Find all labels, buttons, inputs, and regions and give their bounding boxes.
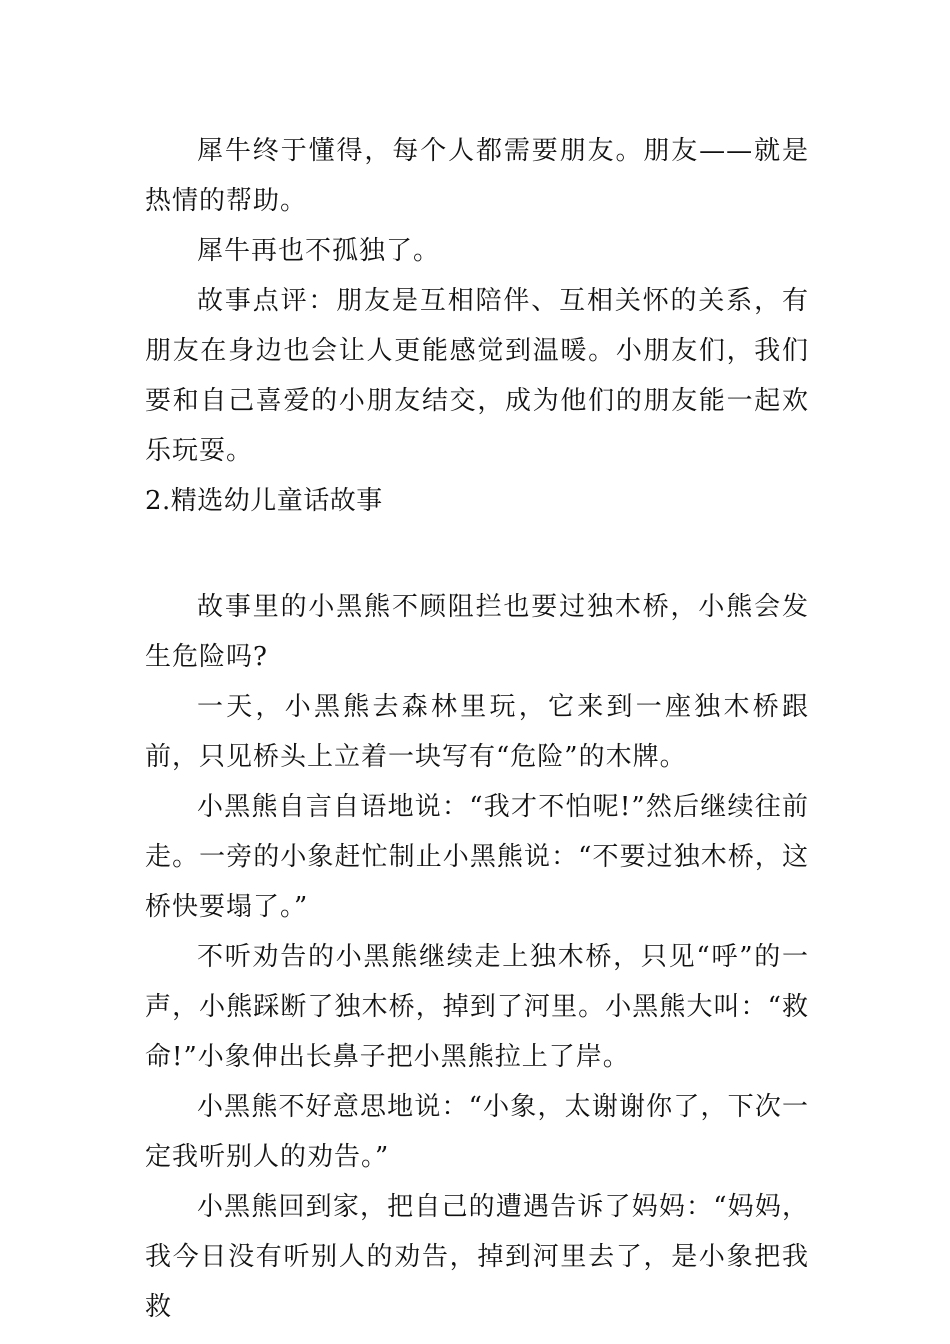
paragraph: 不听劝告的小黑熊继续走上独木桥，只见“呼”的一声，小熊踩断了独木桥，掉到了河里。小黑熊大叫：“救命!”小象伸出长鼻子把小黑熊拉上了岸。 (145, 942, 809, 1072)
paragraph: 小黑熊不好意思地说：“小象，太谢谢你了，下次一定我听别人的劝告。” (145, 1092, 809, 1172)
section-heading: 2.精选幼儿童话故事 (145, 486, 383, 516)
paragraph: 一天，小黑熊去森林里玩，它来到一座独木桥跟前，只见桥头上立着一块写有“危险”的木牌。 (145, 692, 809, 772)
paragraph: 小黑熊回到家，把自己的遭遇告诉了妈妈：“妈妈，我今日没有听别人的劝告，掉到河里去了，是小象把我救 (145, 1192, 809, 1322)
paragraph: 犀牛终于懂得，每个人都需要朋友。朋友——就是热情的帮助。 (145, 136, 809, 216)
document-page (145, 126, 809, 1332)
paragraph: 故事里的小黑熊不顾阻拦也要过独木桥，小熊会发生危险吗? (145, 592, 809, 672)
paragraph: 故事点评：朋友是互相陪伴、互相关怀的关系，有朋友在身边也会让人更能感觉到温暖。小朋友们，我们要和自己喜爱的小朋友结交，成为他们的朋友能一起欢乐玩耍。 (145, 286, 809, 466)
paragraph: 犀牛再也不孤独了。 (197, 236, 441, 266)
paragraph: 小黑熊自言自语地说：“我才不怕呢!”然后继续往前走。一旁的小象赶忙制止小黑熊说：“不要过独木桥，这桥快要塌了。” (145, 792, 809, 922)
